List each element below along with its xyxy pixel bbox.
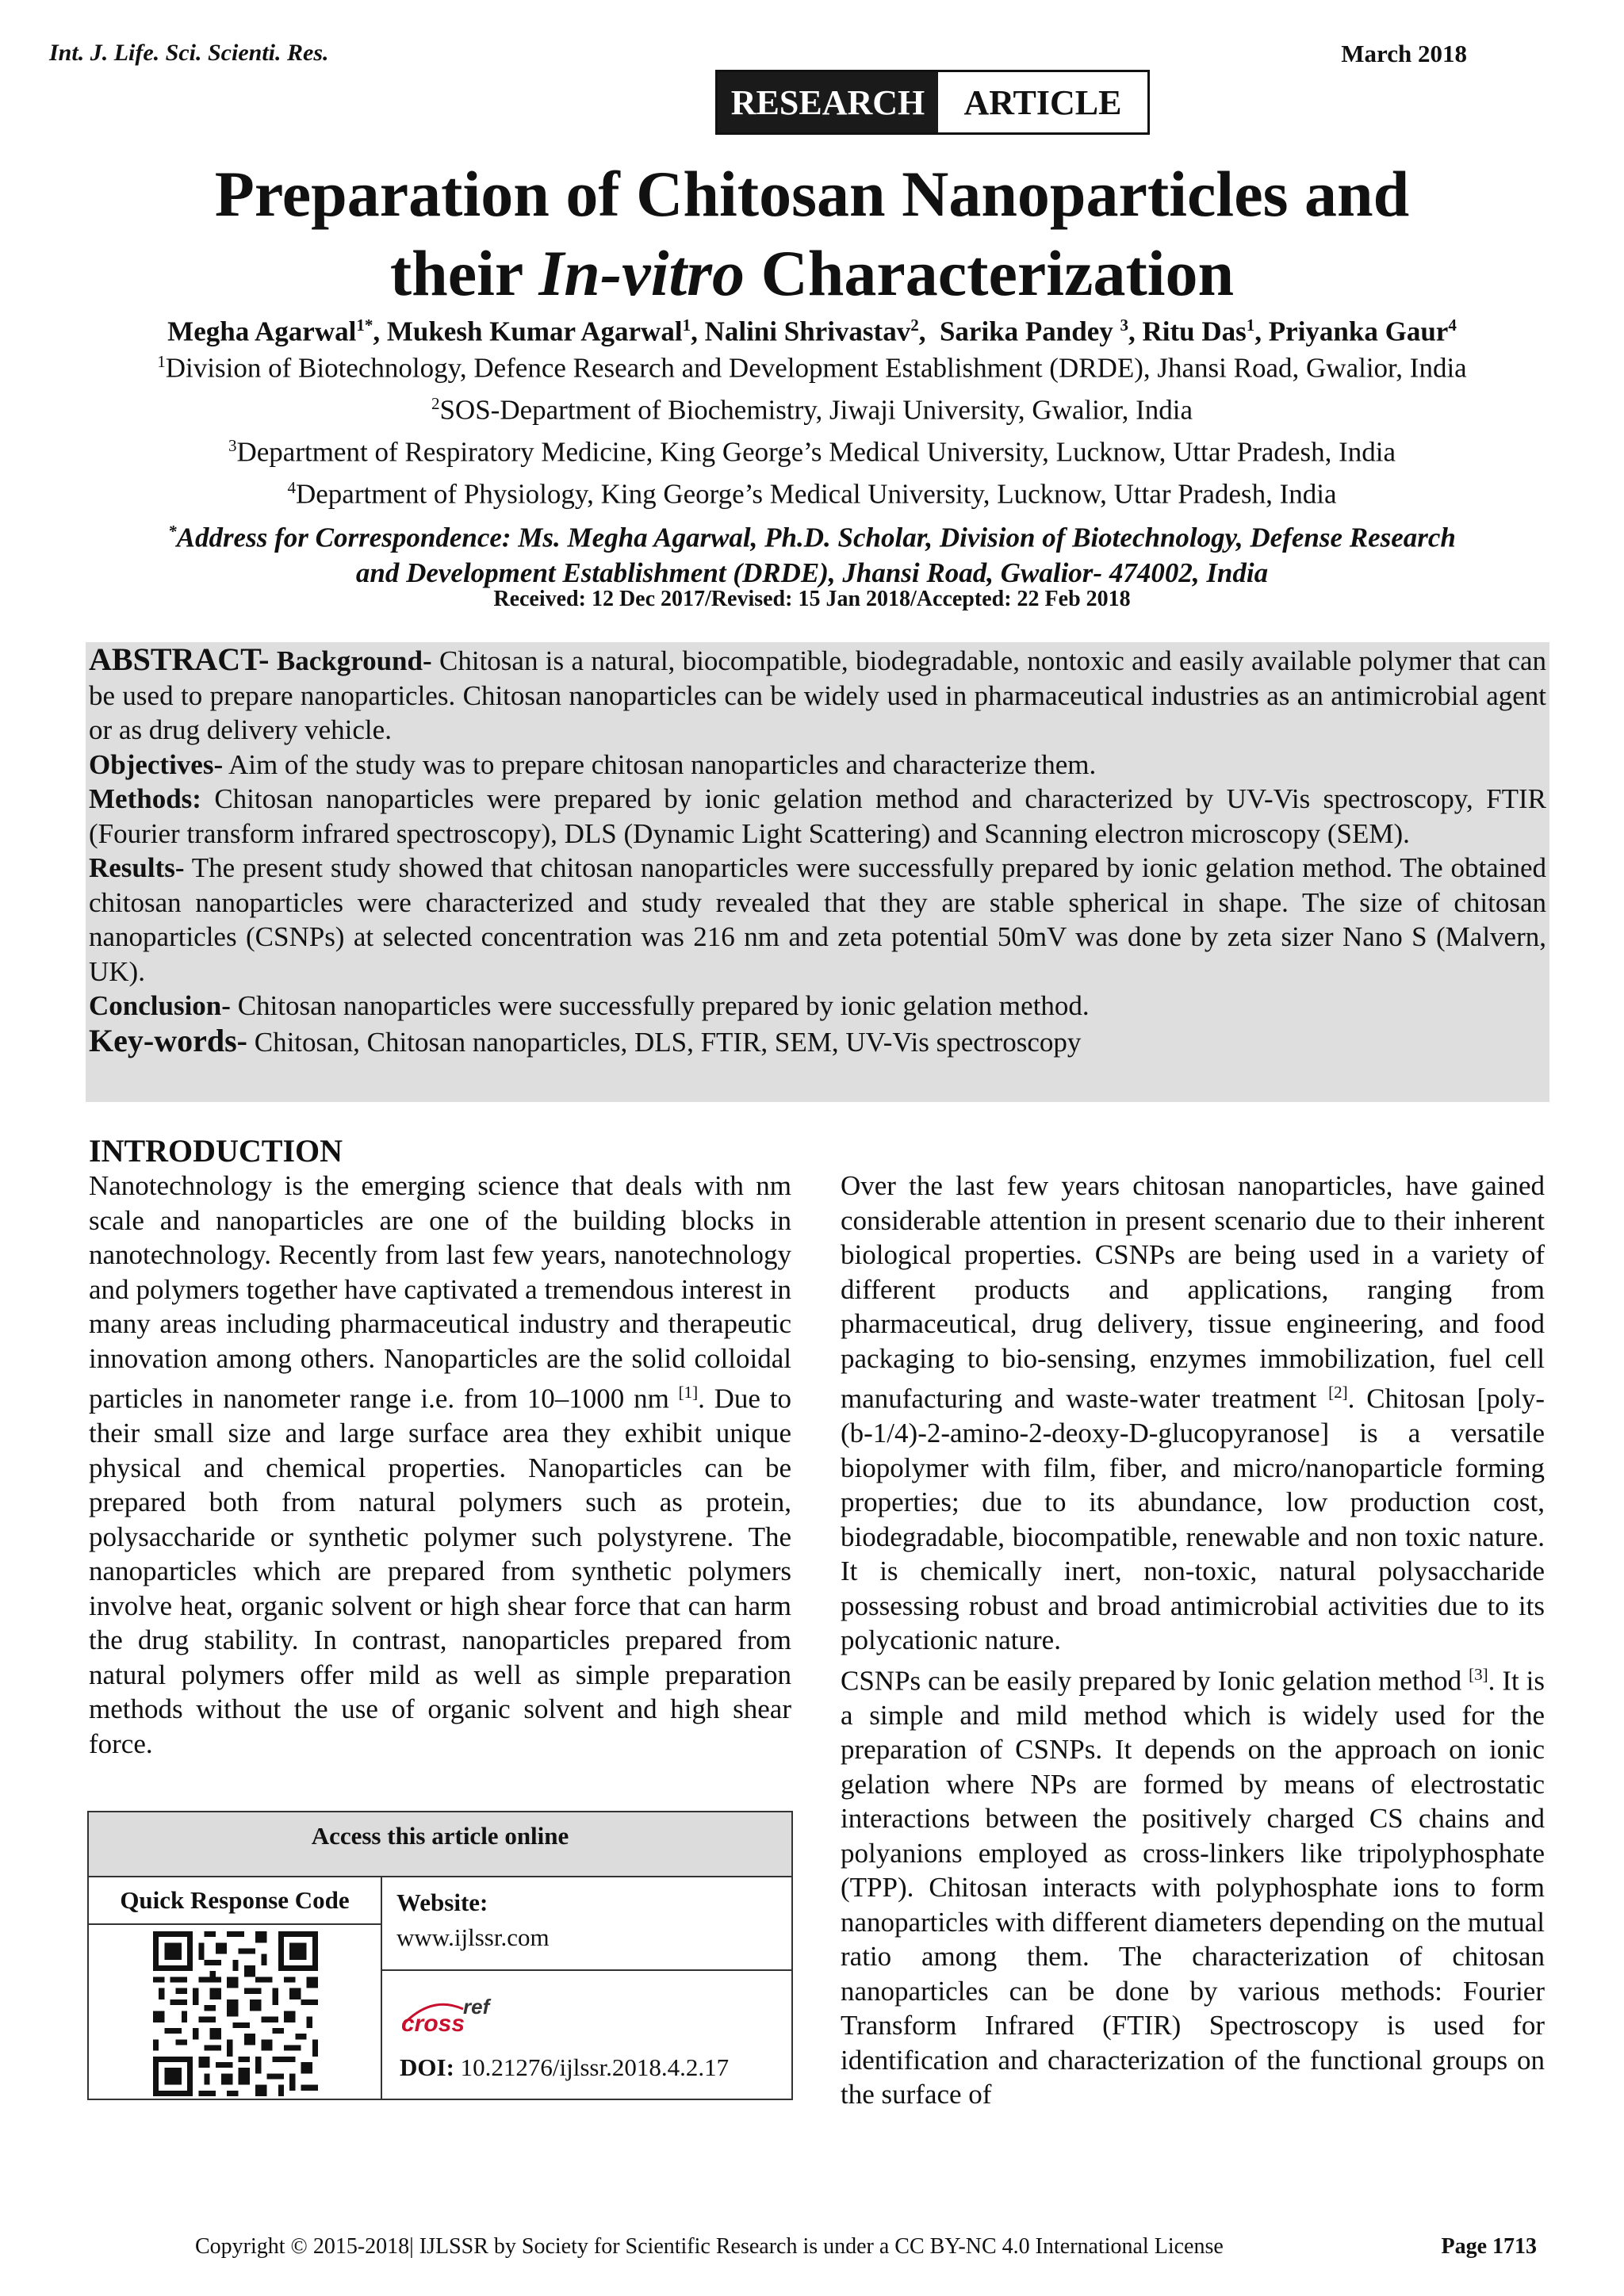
title-line-2-italic: In-vitro: [538, 237, 745, 309]
results-text: The present study showed that chitosan nanoparticles were successfully prepared by ionic gelation method. The obtained chitosan nanoparticles were characterized and study revealed that they are stable spherical in shape. The size of chitosan nanoparticles (CSNPs) at selected concentration was 216 nm and zeta potential 50mV was done by zeta sizer Nano S (Malvern, UK).: [89, 852, 1546, 987]
affiliation-text: Department of Respiratory Medicine, King George’s Medical University, Lucknow, Uttar Pradesh, India: [236, 436, 1396, 468]
author-sup: 2: [910, 316, 919, 335]
title-line-2: [79, 234, 1545, 313]
title-line-2-pre: their: [389, 237, 539, 309]
badge-research: RESEARCH: [718, 72, 938, 132]
background-label: Background-: [276, 645, 432, 676]
paragraph-text: . Chitosan [poly-(b-1/4)-2-amino-2-deoxy-D-glucopyranose] is a versatile biopolymer with film, fiber, and micro/nanoparticle forming properties; due to its abundance, low production cost, biodegradable, biocompatible, renewable and non toxic nature. It is chemically inert, non-toxic, natural polysaccharide possessing robust and broad antimicrobial activities due to its polycationic nature.: [841, 1383, 1545, 1656]
affiliation-text: Division of Biotechnology, Defence Research and Development Establishment (DRDE), Jhansi Road, Gwalior, India: [165, 352, 1467, 384]
author: Mukesh Kumar Agarwal: [386, 316, 683, 347]
paragraph-text: Nanotechnology is the emerging science that deals with nm scale and nanoparticles are one of the building blocks in nanotechnology. Recently from last few years, nanotechnology and polymers together have captivated a tremendous interest in many areas including pharmaceutical industry and therapeutic innovation among others. Nanoparticles are the solid colloidal particles in nanometer range i.e. from 10–1000 nm: [89, 1170, 791, 1414]
objectives-label: Objectives-: [89, 748, 224, 780]
svg-text:cross: cross: [401, 2011, 465, 2037]
objectives-text: Aim of the study was to prepare chitosan nanoparticles and characterize them.: [228, 748, 1097, 780]
abstract-box: [86, 642, 1549, 1102]
methods-label: Methods:: [89, 783, 201, 814]
author: Ritu Das: [1142, 316, 1247, 347]
affiliation: [48, 344, 1576, 386]
affiliation-text: Department of Physiology, King George’s Medical University, Lucknow, Uttar Pradesh, India: [295, 479, 1337, 511]
received-dates: Received: 12 Dec 2017/Revised: 15 Jan 2018/Accepted: 22 Feb 2018: [493, 587, 1131, 611]
author-list: Megha Agarwal$^{1*}$, Mukesh Kumar Agarwal$^1$, Nalini Shrivastav$^2$, Sarika Pandey $^3$, Ritu Das$^1$, Priyanka Gaur$^4$: [167, 316, 1457, 347]
paragraph-text: . Due to their small size and large surface area they exhibit unique physical and chemical properties. Nanoparticles can be prepared both from natural polymers such as protein, polysaccharide or synthetic polymer such polystyrene. The nanoparticles which are prepared from synthetic polymers involve heat, organic solvent or high shear force that can harm the drug stability. In contrast, nanoparticles prepared from natural polymers offer mild as well as simple preparation methods without the use of organic solvent and high shear force.: [89, 1383, 791, 1759]
doi-link[interactable]: 10.21276/ijlssr.2018.4.2.17: [460, 2053, 730, 2081]
author-sup: 1: [682, 316, 691, 335]
affiliation-sup: 3: [228, 436, 237, 456]
keywords-label: Key-words-: [89, 1022, 247, 1058]
affiliation-list: [48, 344, 1576, 513]
keywords-text: Chitosan, Chitosan nanoparticles, DLS, FTIR, SEM, UV-Vis spectroscopy: [254, 1026, 1082, 1058]
paragraph-text: Over the last few years chitosan nanoparticles, have gained considerable attention in present scenario due to their inherent biological properties. CSNPs are being used in a variety of different products and applications, ranging from pharmaceutical, drug delivery, tissue engineering, and food packaging to bio-sensing, enzymes immobilization, fuel cell manufacturing and waste-water treatment: [841, 1170, 1545, 1414]
qr-code-icon[interactable]: [151, 1931, 320, 2096]
paragraph: [89, 1169, 791, 1761]
footer-copyright: Copyright © 2015-2018| IJLSSR by Society for Scientific Research is under a CC BY-NC 4.0 International License: [195, 2234, 1224, 2259]
paragraph-text: . It is a simple and mild method which is widely used for the preparation of CSNPs. It depends on the approach on ionic gelation where NPs are formed by means of electrostatic interactions between the positively charged CS chains and polyanions employed as cross-linkers like tripolyphosphate (TPP). Chitosan interacts with polyphosphate ions to form nanoparticles with different diameters depending on the mutual ratio among them. The characterization of chitosan nanoparticles can be done by various methods: Fourier Transform Infrared (FTIR) Spectroscopy is used for identification and characterization of the functional groups on the surface of: [841, 1665, 1545, 2110]
website-link[interactable]: www.ijlssr.com: [396, 1923, 550, 1951]
results-label: Results-: [89, 852, 185, 883]
abstract-results: [89, 851, 1546, 989]
badge-article: ARTICLE: [963, 82, 1122, 122]
paragraph: [841, 1169, 1545, 1658]
methods-text: Chitosan nanoparticles were prepared by ionic gelation method and characterized by UV-Vis spectroscopy, FTIR (Fourier transform infrared spectroscopy), DLS (Dynamic Light Scattering) and Scanning electron microscopy (SEM).: [89, 783, 1546, 849]
access-article-box: [87, 1811, 793, 2100]
author-sup: 4: [1448, 316, 1457, 335]
website-label: Website:: [396, 1888, 488, 1916]
author-sup: 1*: [356, 316, 373, 335]
page-number: Page 1713: [1441, 2234, 1537, 2259]
access-box-heading: Access this article online: [89, 1812, 791, 1877]
correspondence-sup: *: [168, 522, 177, 541]
title-line-2-post: Characterization: [745, 237, 1235, 309]
svg-text:ref: ref: [463, 1995, 490, 2019]
title-line-1: Preparation of Chitosan Nanoparticles and: [214, 158, 1410, 230]
author-sup: 1: [1246, 316, 1255, 335]
abstract-methods: [89, 782, 1546, 851]
affiliation: [48, 386, 1576, 428]
issue-date: March 2018: [1341, 40, 1467, 67]
qr-label: Quick Response Code: [89, 1877, 381, 1925]
divider: [381, 1876, 382, 2099]
doi-label: DOI:: [400, 2053, 454, 2081]
correspondence-line-1-text: Address for Correspondence: Ms. Megha Agarwal, Ph.D. Scholar, Division of Biotechnology, Defense Research: [176, 522, 1456, 553]
citation-ref[interactable]: [1]: [678, 1383, 699, 1402]
author: Priyanka Gaur: [1268, 316, 1449, 347]
left-column: [89, 1169, 791, 1761]
affiliation: [48, 470, 1576, 512]
article-type-badge: [715, 70, 1150, 135]
abstract-conclusion: [89, 989, 1546, 1024]
journal-name: Int. J. Life. Sci. Scienti. Res.: [49, 40, 329, 66]
affiliation-sup: 4: [287, 478, 296, 498]
paragraph-text: CSNPs can be easily prepared by Ionic gelation method: [841, 1665, 1469, 1697]
abstract-label: ABSTRACT-: [89, 641, 270, 677]
article-title: [79, 155, 1545, 313]
divider: [382, 1969, 791, 1971]
abstract-objectives: [89, 748, 1546, 783]
conclusion-text: Chitosan nanoparticles were successfully prepared by ionic gelation method.: [237, 990, 1090, 1021]
affiliation-text: SOS-Department of Biochemistry, Jiwaji University, Gwalior, India: [439, 394, 1193, 426]
abstract-background: [89, 642, 1546, 748]
author: Megha Agarwal: [167, 316, 357, 347]
section-heading-introduction: INTRODUCTION: [89, 1133, 343, 1169]
affiliation: [48, 428, 1576, 470]
right-column: [841, 1169, 1545, 2112]
conclusion-label: Conclusion-: [89, 990, 231, 1021]
background-text: Chitosan is a natural, biocompatible, biodegradable, nontoxic and easily available polymer that can be used to prepare nanoparticles. Chitosan nanoparticles can be widely used in pharmaceutical industries as an antimicrobial agent or as drug delivery vehicle.: [89, 645, 1547, 745]
citation-ref[interactable]: [2]: [1328, 1383, 1348, 1402]
crossref-logo[interactable]: [400, 1990, 511, 2038]
website-info: [396, 1885, 550, 1955]
author: Sarika Pandey: [939, 316, 1113, 347]
affiliation-sup: 2: [431, 394, 440, 414]
author-sup: 3: [1120, 316, 1128, 335]
correspondence-line-2: and Development Establishment (DRDE), Jhansi Road, Gwalior- 474002, India: [355, 557, 1269, 588]
affiliation-sup: 1: [157, 352, 166, 371]
correspondence-address: [79, 514, 1545, 591]
doi-info: [400, 2053, 729, 2082]
paragraph: [841, 1658, 1545, 2112]
abstract-keywords: [89, 1024, 1546, 1060]
author: Nalini Shrivastav: [704, 316, 911, 347]
citation-ref[interactable]: [3]: [1469, 1664, 1488, 1684]
correspondence-line-1: [79, 514, 1545, 556]
